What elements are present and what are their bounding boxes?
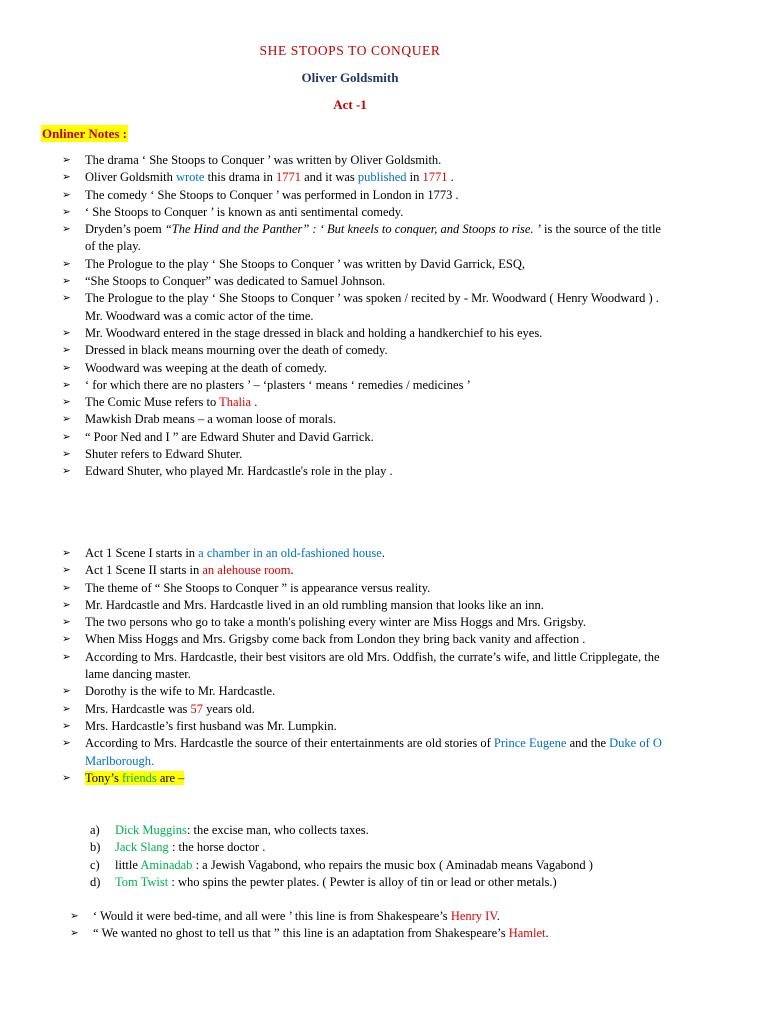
arrow-bullet-icon: ➢ (62, 616, 71, 629)
list-item: ➢ Edward Shuter, who played Mr. Hardcastle's role in the play . (62, 463, 662, 480)
arrow-bullet-icon: ➢ (62, 205, 71, 218)
list-item: ➢ Act 1 Scene II starts in an alehouse room. (62, 562, 662, 579)
notes-list-3 (70, 908, 670, 943)
list-item: ➢ The two persons who go to take a month's polishing every winter are Miss Hoggs and Mrs. Grigsby. (62, 614, 662, 631)
arrow-bullet-icon: ➢ (62, 547, 71, 559)
arrow-bullet-icon: ➢ (62, 465, 71, 478)
list-item: b) Jack Slang : the horse doctor . (90, 840, 266, 855)
list-item: ➢ Mrs. Hardcastle was 57 years old. (62, 701, 662, 718)
arrow-bullet-icon: ➢ (62, 188, 71, 201)
arrow-bullet-icon: ➢ (70, 927, 79, 940)
list-item: ➢ The theme of “ She Stoops to Conquer ” is appearance versus reality. (62, 580, 662, 597)
arrow-bullet-icon: ➢ (62, 275, 71, 288)
list-item: ➢ Mr. Hardcastle and Mrs. Hardcastle lived in an old rumbling mansion that looks like an inn. (62, 597, 662, 614)
list-item: ➢ Mrs. Hardcastle’s first husband was Mr. Lumpkin. (62, 718, 662, 735)
arrow-bullet-icon: ➢ (62, 257, 71, 270)
arrow-bullet-icon: ➢ (62, 326, 71, 339)
arrow-bullet-icon: ➢ (62, 378, 71, 391)
list-item: ➢ Dorothy is the wife to Mr. Hardcastle. (62, 683, 662, 700)
arrow-bullet-icon: ➢ (62, 702, 71, 715)
list-item: ➢ Shuter refers to Edward Shuter. (62, 446, 662, 463)
arrow-bullet-icon: ➢ (70, 910, 79, 922)
list-item: ➢ Act 1 Scene I starts in a chamber in an old-fashioned house. (62, 545, 662, 562)
arrow-bullet-icon: ➢ (62, 564, 71, 577)
list-item: c) little Aminadab : a Jewish Vagabond, who repairs the music box ( Aminadab means Vagabond ) (90, 857, 593, 872)
list-item: ➢ Dressed in black means mourning over the death of comedy. (62, 342, 662, 359)
arrow-bullet-icon: ➢ (62, 413, 71, 426)
list-item: ➢ When Miss Hoggs and Mrs. Grigsby come back from London they bring back vanity and affection . (62, 631, 662, 648)
arrow-bullet-icon: ➢ (62, 771, 71, 784)
list-item: a) Dick Muggins: the excise man, who collects taxes. (90, 823, 369, 837)
list-item: ➢ “She Stoops to Conquer” was dedicated to Samuel Johnson. (62, 273, 662, 290)
list-item: ➢ Mr. Woodward entered in the stage dressed in black and holding a handkerchief to his eyes. (62, 325, 662, 342)
arrow-bullet-icon: ➢ (62, 430, 71, 443)
author-name: Oliver Goldsmith (301, 70, 399, 85)
list-item: ➢ “ Poor Ned and I ” are Edward Shuter and David Garrick. (62, 429, 662, 446)
arrow-bullet-icon: ➢ (62, 396, 71, 409)
notes-list-2 (62, 545, 662, 787)
list-item: ➢ According to Mrs. Hardcastle, their best visitors are old Mrs. Oddfish, the currate’s wife, and little Cripplegate, the lame dancing master. (62, 649, 660, 682)
arrow-bullet-icon: ➢ (62, 292, 71, 305)
list-item: d) Tom Twist : who spins the pewter plates. ( Pewter is alloy of tin or lead or other metals.) (90, 874, 557, 889)
list-item: ➢ ‘ Would it were bed-time, and all were ’ this line is from Shakespeare’s Henry IV. (70, 908, 670, 925)
list-item: ➢ Oliver Goldsmith wrote this drama in 1771 and it was published in 1771 . (62, 169, 662, 186)
arrow-bullet-icon: ➢ (62, 719, 71, 732)
list-item: ➢ Woodward was weeping at the death of comedy. (62, 360, 662, 377)
arrow-bullet-icon: ➢ (62, 598, 71, 611)
notes-label: Onliner Notes : (42, 126, 127, 141)
act-heading: Act -1 (333, 97, 367, 112)
arrow-bullet-icon: ➢ (62, 154, 71, 166)
arrow-bullet-icon: ➢ (62, 650, 71, 663)
list-item: ➢ ‘ She Stoops to Conquer ’ is known as anti sentimental comedy. (62, 204, 662, 221)
arrow-bullet-icon: ➢ (62, 737, 71, 750)
arrow-bullet-icon: ➢ (62, 361, 71, 374)
notes-list-1 (62, 152, 662, 481)
list-item: ➢ The Comic Muse refers to Thalia . (62, 394, 662, 411)
list-item: ➢ “ We wanted no ghost to tell us that ” this line is an adaptation from Shakespeare’s Hamlet. (70, 925, 670, 942)
list-item: ➢ Mawkish Drab means – a woman loose of morals. (62, 411, 662, 428)
list-item: ➢ According to Mrs. Hardcastle the source of their entertainments are old stories of Prince Eugene and the Duke of O Marlborough. (62, 736, 662, 768)
friends-list (90, 822, 650, 891)
list-item: ➢ The drama ‘ She Stoops to Conquer ’ was written by Oliver Goldsmith. (62, 152, 662, 169)
arrow-bullet-icon: ➢ (62, 344, 71, 357)
arrow-bullet-icon: ➢ (62, 223, 71, 236)
list-item: ➢ The Prologue to the play ‘ She Stoops to Conquer ’ was written by David Garrick, ESQ, (62, 256, 662, 273)
arrow-bullet-icon: ➢ (62, 685, 71, 698)
arrow-bullet-icon: ➢ (62, 633, 71, 646)
list-item: ➢ The comedy ‘ She Stoops to Conquer ’ was performed in London in 1773 . (62, 187, 662, 204)
arrow-bullet-icon: ➢ (62, 171, 71, 184)
play-title: SHE STOOPS TO CONQUER (259, 43, 441, 58)
arrow-bullet-icon: ➢ (62, 581, 71, 594)
list-item: ➢ Tony’s friends are – (62, 770, 662, 787)
list-item: ➢ The Prologue to the play ‘ She Stoops to Conquer ’ was spoken / recited by - Mr. Woodward ( Henry Woodward ) . Mr. Woodward was a comic actor of the time. (62, 291, 659, 323)
list-item: ➢ Dryden’s poem “The Hind and the Panther” : ‘ But kneels to conquer, and Stoops to rise. ’ is the source of the title of the play. (62, 222, 661, 254)
arrow-bullet-icon: ➢ (62, 448, 71, 461)
list-item: ➢ ‘ for which there are no plasters ’ – ‘plasters ‘ means ‘ remedies / medicines ’ (62, 377, 662, 394)
